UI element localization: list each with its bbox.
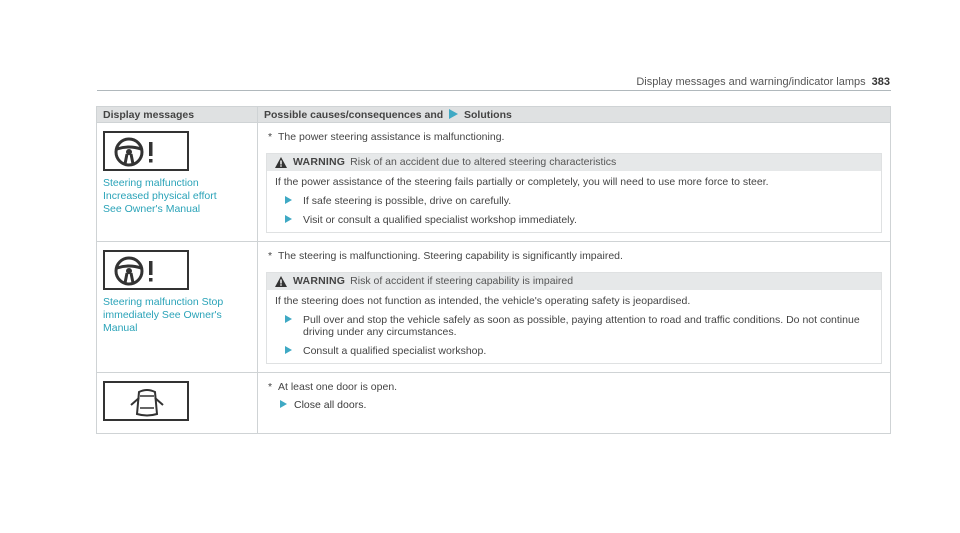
arrow-right-icon: [449, 109, 458, 119]
warning-body-text: If the power assistance of the steering fails partially or completely, you will need to use more force to steer.: [275, 176, 769, 188]
steering-wheel-warning-icon: [103, 131, 189, 171]
warning-body: [267, 290, 881, 363]
display-message-text: Steering malfunction Stop immediately See Owner's Manual: [103, 296, 224, 334]
solution-step: Pull over and stop the vehicle safely as soon as possible, paying attention to road and traffic conditions. Do not continue driving under any circumstances.: [275, 314, 873, 338]
header-title: Display messages and warning/indicator lamps: [636, 76, 866, 88]
table-row: [97, 242, 891, 373]
warning-text: Risk of accident if steering capability is impaired: [350, 275, 574, 287]
col-header-solutions: Solutions: [464, 108, 512, 121]
warning-box: [266, 272, 882, 364]
solution-step: Visit or consult a qualified specialist workshop immediately.: [275, 214, 873, 226]
arrow-right-icon: [280, 400, 287, 408]
page-number: 383: [871, 76, 890, 88]
warning-title: WARNING: [293, 156, 346, 168]
warning-triangle-icon: [275, 157, 287, 168]
message-cell: [97, 373, 258, 434]
col-header-causes: Possible causes/consequences and: [264, 108, 444, 121]
table-header-row: [97, 107, 891, 123]
warning-triangle-icon: [275, 276, 287, 287]
warning-body-text: If the steering does not function as intended, the vehicle's operating safety is jeopardised.: [275, 295, 691, 307]
solution-cell: [258, 373, 891, 434]
cause-text: * The steering is malfunctioning. Steering capability is significantly impaired.: [268, 250, 623, 262]
warning-header: [267, 154, 881, 171]
arrow-right-icon: [285, 196, 292, 204]
display-messages-table: [96, 106, 891, 434]
solution-cell: [258, 123, 891, 242]
arrow-right-icon: [285, 215, 292, 223]
cause-text: * The power steering assistance is malfunctioning.: [268, 131, 505, 143]
col-header-causes-solutions: [258, 107, 891, 123]
warning-box: [266, 153, 882, 233]
col-header-display-messages: Display messages: [97, 107, 258, 123]
message-cell: [97, 123, 258, 242]
message-cell: [97, 242, 258, 373]
arrow-right-icon: [285, 315, 292, 323]
header-rule: [97, 90, 891, 91]
warning-text: Risk of an accident due to altered steering characteristics: [350, 156, 617, 168]
warning-header: [267, 273, 881, 290]
car-door-open-icon: [103, 381, 189, 421]
cause-text: * At least one door is open.: [268, 381, 398, 393]
solution-step: Consult a qualified specialist workshop.: [275, 345, 873, 357]
steering-wheel-warning-icon: [103, 250, 189, 290]
arrow-right-icon: [285, 346, 292, 354]
solution-step: Close all doors.: [266, 399, 882, 411]
page-header: [636, 76, 890, 88]
solution-step: If safe steering is possible, drive on carefully.: [275, 195, 873, 207]
solution-cell: [258, 242, 891, 373]
display-message-text: Steering malfunction Increased physical effort See Owner's Manual: [103, 177, 217, 215]
table-row: [97, 123, 891, 242]
warning-title: WARNING: [293, 275, 346, 287]
table-row: [97, 373, 891, 434]
warning-body: [267, 171, 881, 232]
